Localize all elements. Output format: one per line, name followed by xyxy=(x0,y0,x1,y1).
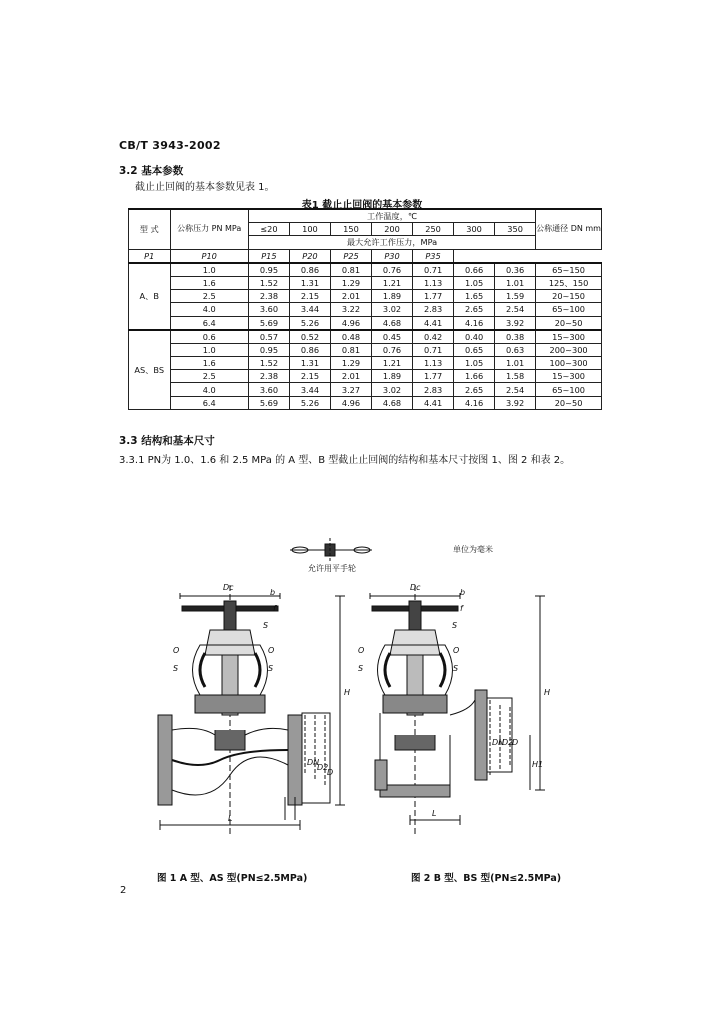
type-cell: AS、BS xyxy=(129,330,171,410)
table-row xyxy=(129,383,602,396)
pressure-value-cell: 2.65 xyxy=(454,303,495,316)
table-row xyxy=(129,343,602,356)
flat-handwheel-icon xyxy=(290,538,372,562)
figure2-drawing xyxy=(370,585,545,835)
page-number: 2 xyxy=(120,885,127,896)
temp-cell: 150 xyxy=(330,223,371,236)
pressure-symbol-cell: P10 xyxy=(170,249,248,263)
pressure-value-cell: 3.27 xyxy=(330,383,371,396)
pressure-value-cell: 0.86 xyxy=(289,263,330,277)
col-temp-header: 工作温度，℃ xyxy=(248,209,535,223)
fig2-label-s-right: S xyxy=(453,664,459,673)
pn-cell: 1.6 xyxy=(170,357,248,370)
pressure-value-cell: 0.42 xyxy=(413,330,454,344)
dn-cell: 200~300 xyxy=(536,343,602,356)
fig2-label-h1: H1 xyxy=(532,760,544,769)
pressure-value-cell: 0.76 xyxy=(372,263,413,277)
fig1-label-d: D xyxy=(327,768,334,777)
pressure-value-cell: 0.63 xyxy=(495,343,536,356)
dn-cell: 65~100 xyxy=(536,383,602,396)
table-row xyxy=(129,330,602,344)
section-3-2-text: 截止止回阀的基本参数见表 1。 xyxy=(135,182,275,193)
pressure-value-cell: 3.02 xyxy=(372,303,413,316)
pressure-value-cell: 3.60 xyxy=(248,303,289,316)
pressure-value-cell: 2.54 xyxy=(495,303,536,316)
fig2-label-b: b xyxy=(460,588,466,597)
pressure-value-cell: 2.83 xyxy=(413,383,454,396)
pressure-value-cell: 3.02 xyxy=(372,383,413,396)
pressure-value-cell: 0.86 xyxy=(289,343,330,356)
pressure-value-cell: 0.57 xyxy=(248,330,289,344)
pressure-symbol-row xyxy=(129,249,602,263)
pressure-value-cell: 5.26 xyxy=(289,396,330,409)
pressure-value-cell: 1.66 xyxy=(454,370,495,383)
col-type-header: 型 式 xyxy=(129,209,171,249)
pressure-value-cell: 1.52 xyxy=(248,276,289,289)
pn-cell: 6.4 xyxy=(170,396,248,409)
dn-cell: 125、150 xyxy=(536,276,602,289)
dn-cell: 20~150 xyxy=(536,290,602,303)
pn-cell: 2.5 xyxy=(170,290,248,303)
pressure-value-cell: 3.60 xyxy=(248,383,289,396)
pressure-value-cell: 0.52 xyxy=(289,330,330,344)
pn-cell: 4.0 xyxy=(170,383,248,396)
fig2-label-dn: DN xyxy=(492,738,505,747)
figure1-drawing xyxy=(158,585,345,835)
temp-cell: 350 xyxy=(495,223,536,236)
col-pressure-header: 最大允许工作压力，MPa xyxy=(248,236,535,249)
table-header-row xyxy=(129,209,602,223)
pressure-value-cell: 2.54 xyxy=(495,383,536,396)
fig2-label-d: D xyxy=(512,738,519,747)
pressure-value-cell: 4.96 xyxy=(330,316,371,330)
pressure-value-cell: 5.69 xyxy=(248,316,289,330)
temp-cell: ≤20 xyxy=(248,223,289,236)
fig2-label-s-left: S xyxy=(358,664,364,673)
pressure-value-cell: 0.95 xyxy=(248,263,289,277)
table-row xyxy=(129,303,602,316)
pressure-value-cell: 1.31 xyxy=(289,357,330,370)
document-code: CB/T 3943-2002 xyxy=(119,139,221,152)
dn-cell: 65~150 xyxy=(536,263,602,277)
pressure-symbol-cell: P20 xyxy=(289,249,330,263)
pressure-value-cell: 1.01 xyxy=(495,276,536,289)
fig2-label-o-left: O xyxy=(358,646,365,655)
pressure-value-cell: 1.31 xyxy=(289,276,330,289)
temp-cell: 200 xyxy=(372,223,413,236)
pressure-value-cell: 1.77 xyxy=(413,290,454,303)
pressure-value-cell: 2.15 xyxy=(289,290,330,303)
pressure-value-cell: 0.36 xyxy=(495,263,536,277)
fig1-label-d2: D2 xyxy=(317,763,329,772)
fig2-label-d2: D2 xyxy=(502,738,514,747)
pressure-value-cell: 0.66 xyxy=(454,263,495,277)
pressure-value-cell: 2.01 xyxy=(330,290,371,303)
pressure-value-cell: 0.81 xyxy=(330,263,371,277)
pn-cell: 1.0 xyxy=(170,343,248,356)
figure1-caption: 图 1 A 型、AS 型(PN≤2.5MPa) xyxy=(157,873,308,884)
pressure-value-cell: 0.40 xyxy=(454,330,495,344)
table-row xyxy=(129,276,602,289)
pressure-value-cell: 4.41 xyxy=(413,316,454,330)
pressure-value-cell: 3.22 xyxy=(330,303,371,316)
fig2-label-l: L xyxy=(432,809,437,818)
fig2-label-dc: Dc xyxy=(410,583,421,592)
pressure-value-cell: 2.15 xyxy=(289,370,330,383)
pressure-value-cell: 5.26 xyxy=(289,316,330,330)
pn-cell: 4.0 xyxy=(170,303,248,316)
pressure-value-cell: 1.58 xyxy=(495,370,536,383)
pressure-value-cell: 1.89 xyxy=(372,370,413,383)
table-row xyxy=(129,370,602,383)
pn-cell: 0.6 xyxy=(170,330,248,344)
fig1-label-dn: DN xyxy=(307,758,320,767)
section-title-3-3: 3.3 结构和基本尺寸 xyxy=(119,435,215,447)
pressure-value-cell: 0.48 xyxy=(330,330,371,344)
parameters-table xyxy=(128,208,602,410)
pressure-value-cell: 1.29 xyxy=(330,276,371,289)
pressure-value-cell: 3.92 xyxy=(495,396,536,409)
fig1-label-dc: Dc xyxy=(223,583,234,592)
pressure-value-cell: 4.41 xyxy=(413,396,454,409)
pn-cell: 1.0 xyxy=(170,263,248,277)
pressure-value-cell: 2.83 xyxy=(413,303,454,316)
pressure-value-cell: 0.71 xyxy=(413,343,454,356)
pressure-value-cell: 4.68 xyxy=(372,316,413,330)
pressure-value-cell: 2.01 xyxy=(330,370,371,383)
section-3-3-1-text: 3.3.1 PN为 1.0、1.6 和 2.5 MPa 的 A 型、B 型截止止回阀的结构和基本尺寸按图 1、图 2 和表 2。 xyxy=(119,455,571,466)
pressure-value-cell: 0.95 xyxy=(248,343,289,356)
temp-cell: 250 xyxy=(413,223,454,236)
pressure-value-cell: 3.44 xyxy=(289,303,330,316)
pressure-value-cell: 2.38 xyxy=(248,290,289,303)
dn-cell: 20~50 xyxy=(536,396,602,409)
pressure-value-cell: 4.96 xyxy=(330,396,371,409)
pressure-value-cell: 1.52 xyxy=(248,357,289,370)
pressure-value-cell: 1.13 xyxy=(413,276,454,289)
handwheel-note: 允许用平手轮 xyxy=(308,564,356,573)
figure2-caption: 图 2 B 型、BS 型(PN≤2.5MPa) xyxy=(411,873,562,884)
pressure-value-cell: 4.68 xyxy=(372,396,413,409)
temp-cell: 100 xyxy=(289,223,330,236)
pressure-value-cell: 1.59 xyxy=(495,290,536,303)
fig1-label-o-left: O xyxy=(173,646,180,655)
pressure-value-cell: 1.89 xyxy=(372,290,413,303)
dn-cell: 65~100 xyxy=(536,303,602,316)
pn-cell: 1.6 xyxy=(170,276,248,289)
pressure-value-cell: 0.65 xyxy=(454,343,495,356)
type-cell: A、B xyxy=(129,263,171,330)
fig2-label-h: H xyxy=(544,688,551,697)
pressure-value-cell: 2.38 xyxy=(248,370,289,383)
pressure-symbol-cell: P1 xyxy=(129,249,171,263)
pressure-value-cell: 1.13 xyxy=(413,357,454,370)
pressure-value-cell: 2.65 xyxy=(454,383,495,396)
table-caption: 表1 截止止回阀的基本参数 xyxy=(301,200,423,211)
pressure-value-cell: 1.21 xyxy=(372,357,413,370)
fig1-label-l: L xyxy=(228,814,233,823)
col-pn-header: 公称压力 PN MPa xyxy=(170,209,248,249)
pressure-value-cell: 1.77 xyxy=(413,370,454,383)
table-row xyxy=(129,290,602,303)
pressure-value-cell: 4.16 xyxy=(454,396,495,409)
valve-drawings xyxy=(140,535,580,855)
table-row xyxy=(129,316,602,330)
pressure-value-cell: 0.76 xyxy=(372,343,413,356)
col-dn-header: 公称通径 DN mm xyxy=(536,209,602,249)
pressure-value-cell: 0.38 xyxy=(495,330,536,344)
pressure-value-cell: 0.71 xyxy=(413,263,454,277)
pressure-value-cell: 1.21 xyxy=(372,276,413,289)
pressure-value-cell: 1.05 xyxy=(454,276,495,289)
pressure-symbol-cell: P15 xyxy=(248,249,289,263)
table-row xyxy=(129,357,602,370)
pressure-value-cell: 0.81 xyxy=(330,343,371,356)
section-title-3-2: 3.2 基本参数 xyxy=(119,165,184,177)
pressure-value-cell: 1.01 xyxy=(495,357,536,370)
fig2-label-f: f xyxy=(460,604,463,613)
fig1-label-s-left: S xyxy=(173,664,179,673)
pressure-value-cell: 4.16 xyxy=(454,316,495,330)
pressure-value-cell: 0.45 xyxy=(372,330,413,344)
pressure-value-cell: 3.44 xyxy=(289,383,330,396)
table-row xyxy=(129,396,602,409)
pressure-symbol-cell: P25 xyxy=(330,249,371,263)
unit-note: 单位为毫米 xyxy=(453,545,493,554)
fig1-label-f: f xyxy=(273,604,276,613)
fig2-label-o-right: O xyxy=(453,646,460,655)
temp-cell: 300 xyxy=(454,223,495,236)
dn-cell: 15~300 xyxy=(536,330,602,344)
fig1-label-b: b xyxy=(270,588,276,597)
pressure-value-cell: 5.69 xyxy=(248,396,289,409)
pressure-value-cell: 1.65 xyxy=(454,290,495,303)
fig1-label-s-right: S xyxy=(268,664,274,673)
pressure-value-cell: 1.29 xyxy=(330,357,371,370)
dn-cell: 20~50 xyxy=(536,316,602,330)
fig1-label-o-right: O xyxy=(268,646,275,655)
pressure-symbol-cell: P30 xyxy=(372,249,413,263)
pressure-value-cell: 1.05 xyxy=(454,357,495,370)
pressure-value-cell: 3.92 xyxy=(495,316,536,330)
pn-cell: 6.4 xyxy=(170,316,248,330)
dn-cell: 100~300 xyxy=(536,357,602,370)
table-row xyxy=(129,263,602,277)
fig1-label-s-top: S xyxy=(263,621,269,630)
pressure-symbol-cell: P35 xyxy=(413,249,454,263)
fig2-label-s-top: S xyxy=(452,621,458,630)
dn-cell: 15~300 xyxy=(536,370,602,383)
pn-cell: 2.5 xyxy=(170,370,248,383)
fig1-label-h: H xyxy=(344,688,351,697)
